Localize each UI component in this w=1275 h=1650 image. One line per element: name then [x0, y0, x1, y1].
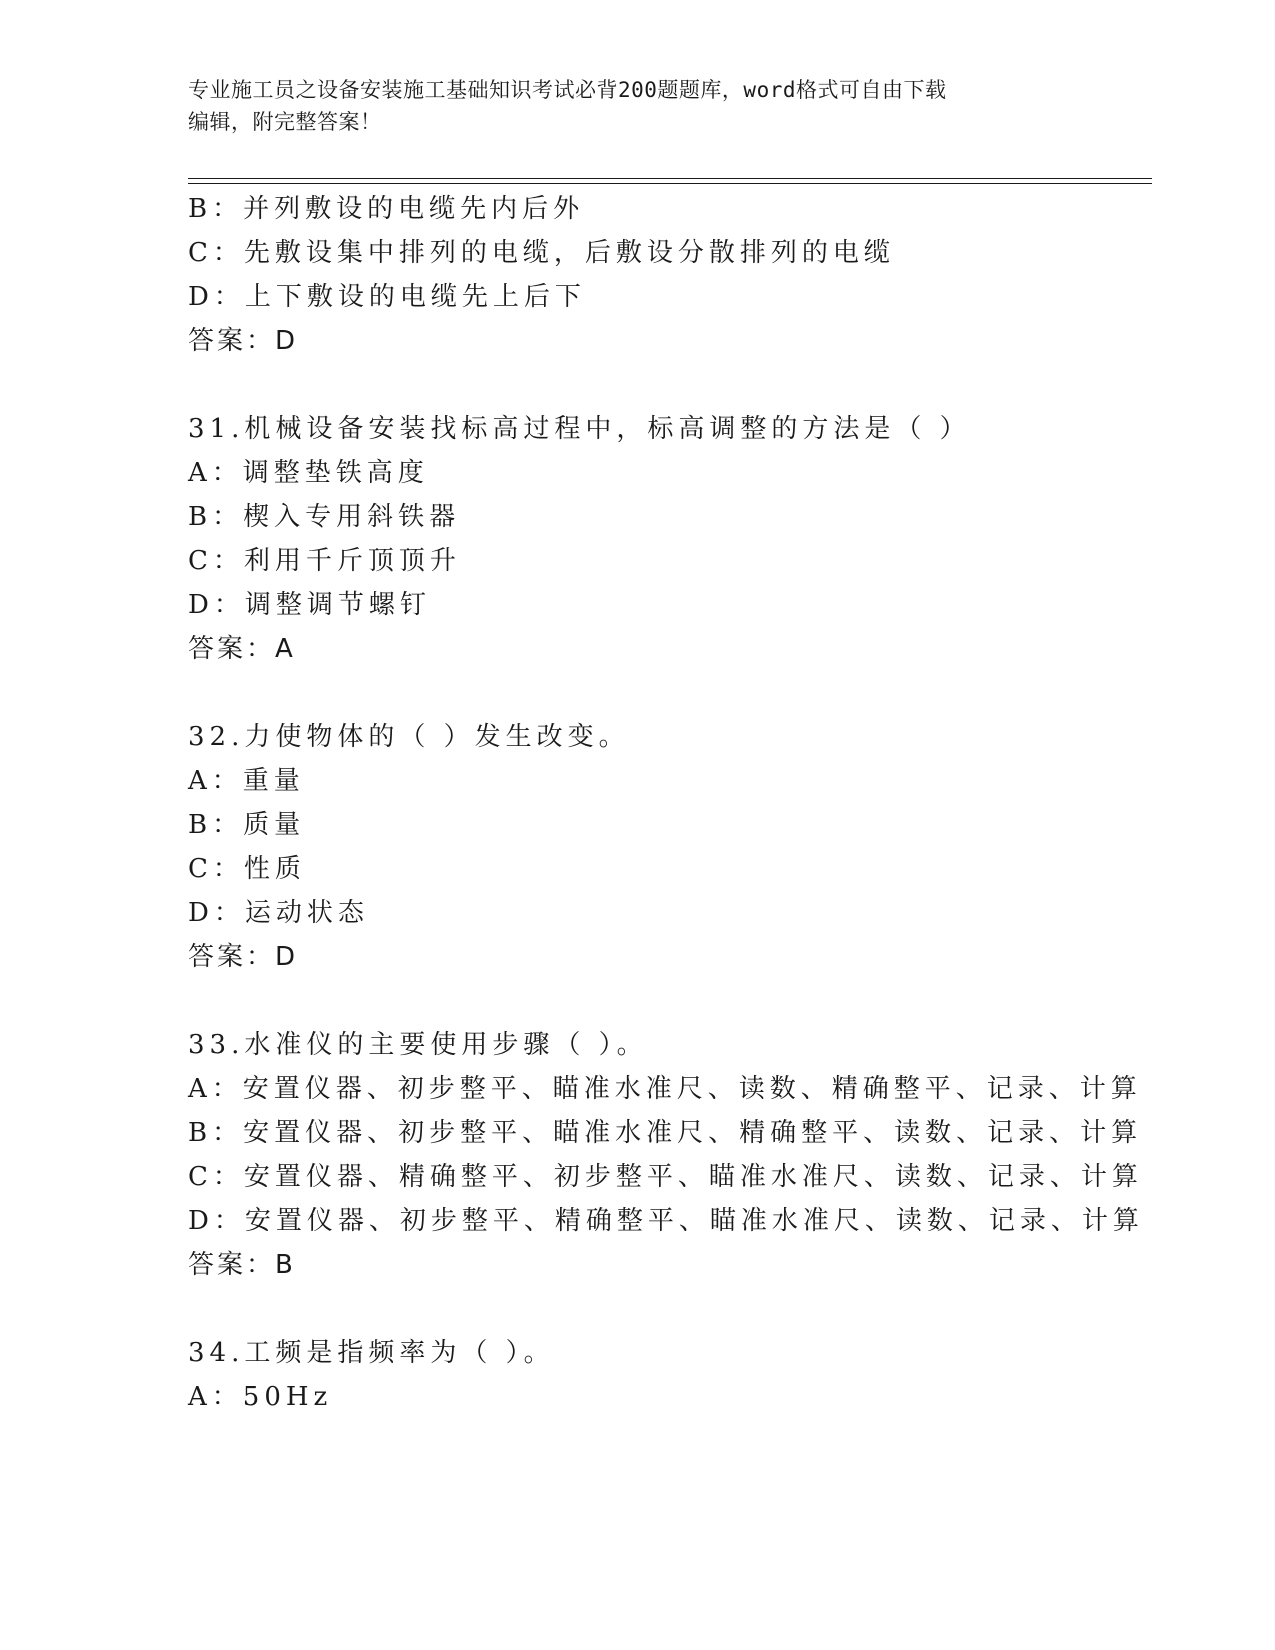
q34-question: 34.工频是指频率为（ ）。 [188, 1338, 555, 1368]
q30-option-c: C：先敷设集中排列的电缆，后敷设分散排列的电缆 [188, 238, 895, 268]
q30-option-b: B：并列敷设的电缆先内后外 [188, 194, 585, 224]
q33-question: 33.水准仪的主要使用步骤（ ）。 [188, 1030, 648, 1060]
q33-option-b: B：安置仪器、初步整平、瞄准水准尺、精确整平、读数、记录、计算 [188, 1118, 1143, 1148]
q31-option-a: A：调整垫铁高度 [188, 458, 429, 488]
q31-option-d: D：调整调节螺钉 [188, 590, 431, 620]
header-divider-top [188, 178, 1152, 179]
q33-option-a: A：安置仪器、初步整平、瞄准水准尺、读数、精确整平、记录、计算 [188, 1074, 1142, 1104]
q32-option-b: B：质量 [188, 810, 306, 840]
answer-label: 答案： [188, 634, 276, 664]
header-title-line-1: 专业施工员之设备安装施工基础知识考试必背200题题库，word格式可自由下载 [188, 78, 947, 102]
answer-label: 答案： [188, 942, 276, 972]
answer-label: 答案： [188, 1250, 276, 1280]
answer-value: A [275, 634, 295, 664]
header-title-line-2: 编辑，附完整答案！ [188, 110, 382, 134]
q31-option-c: C：利用千斤顶顶升 [188, 546, 461, 576]
q32-question: 32.力使物体的（ ）发生改变。 [188, 722, 630, 752]
answer-value: B [275, 1250, 295, 1280]
q33-option-c: C：安置仪器、精确整平、初步整平、瞄准水准尺、读数、记录、计算 [188, 1162, 1143, 1192]
q31-answer [188, 632, 295, 666]
answer-value: D [275, 942, 298, 972]
q34-option-a: A：50Hz [188, 1382, 333, 1412]
q31-option-b: B：楔入专用斜铁器 [188, 502, 461, 532]
q31-question: 31.机械设备安装找标高过程中，标高调整的方法是（ ） [188, 414, 971, 444]
answer-value: D [275, 326, 298, 356]
q33-answer [188, 1248, 295, 1282]
document-header [188, 74, 1068, 138]
q30-option-d: D：上下敷设的电缆先上后下 [188, 282, 586, 312]
q33-option-d: D：安置仪器、初步整平、精确整平、瞄准水准尺、读数、记录、计算 [188, 1206, 1144, 1236]
q32-option-c: C：性质 [188, 854, 306, 884]
q30-answer [188, 324, 297, 358]
q32-answer [188, 940, 297, 974]
answer-label: 答案： [188, 326, 276, 356]
header-divider-bottom [188, 183, 1152, 184]
q32-option-a: A：重量 [188, 766, 305, 796]
q32-option-d: D：运动状态 [188, 898, 369, 928]
